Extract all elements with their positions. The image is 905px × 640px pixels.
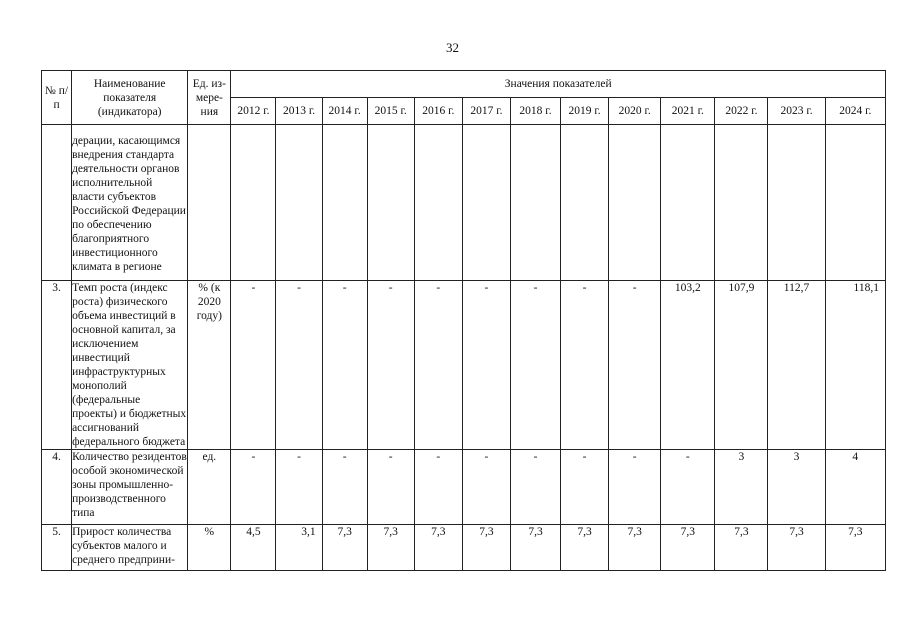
row-value: - (414, 281, 462, 450)
row-value (768, 125, 825, 281)
header-year: 2014 г. (322, 98, 367, 125)
header-year: 2020 г. (609, 98, 661, 125)
row-value: 112,7 (768, 281, 825, 450)
header-year: 2019 г. (561, 98, 609, 125)
row-unit (188, 125, 231, 281)
row-value: - (322, 281, 367, 450)
row-value: 4 (825, 450, 885, 525)
row-value (276, 125, 322, 281)
row-value (609, 125, 661, 281)
header-year: 2016 г. (414, 98, 462, 125)
row-num: 4. (42, 450, 72, 525)
row-value: 7,3 (414, 525, 462, 571)
header-values-group: Значения показателей (231, 71, 886, 98)
row-value: 4,5 (231, 525, 276, 571)
row-value: 107,9 (715, 281, 768, 450)
row-value: - (462, 281, 510, 450)
row-unit: % (к 2020 году) (188, 281, 231, 450)
row-value (462, 125, 510, 281)
row-value: 103,2 (661, 281, 715, 450)
header-year: 2022 г. (715, 98, 768, 125)
row-value: - (231, 450, 276, 525)
page-number: 32 (446, 40, 459, 55)
row-value: - (561, 450, 609, 525)
row-value: 7,3 (825, 525, 885, 571)
header-year: 2012 г. (231, 98, 276, 125)
row-value: 7,3 (510, 525, 560, 571)
header-year: 2013 г. (276, 98, 322, 125)
row-value: 3,1 (276, 525, 322, 571)
row-value (322, 125, 367, 281)
row-value (561, 125, 609, 281)
table-row (42, 525, 886, 571)
row-value: 3 (715, 450, 768, 525)
row-value: - (462, 450, 510, 525)
row-unit: ед. (188, 450, 231, 525)
row-value: - (276, 281, 322, 450)
row-value: 7,3 (609, 525, 661, 571)
row-value: 7,3 (661, 525, 715, 571)
row-value (231, 125, 276, 281)
row-name: Количество резидентов особой экономической зоны промышленно-производственного типа (72, 450, 188, 525)
row-value: 7,3 (367, 525, 414, 571)
table-header-row (42, 71, 886, 98)
row-num: 5. (42, 525, 72, 571)
header-num: № п/п (42, 71, 72, 125)
row-value: - (609, 450, 661, 525)
header-year: 2023 г. (768, 98, 825, 125)
header-name: Наименование показателя (индикатора) (72, 71, 188, 125)
row-value: - (510, 281, 560, 450)
row-value: - (414, 450, 462, 525)
row-num (42, 125, 72, 281)
table-row (42, 281, 886, 450)
row-value: - (510, 450, 560, 525)
row-value: 7,3 (561, 525, 609, 571)
row-num: 3. (42, 281, 72, 450)
row-value: 7,3 (322, 525, 367, 571)
row-value: - (231, 281, 276, 450)
row-name: Прирост количества субъектов малого и среднего предприни- (72, 525, 188, 571)
row-value (661, 125, 715, 281)
row-value: - (609, 281, 661, 450)
row-value: - (561, 281, 609, 450)
row-value (715, 125, 768, 281)
row-value: - (367, 450, 414, 525)
row-value (414, 125, 462, 281)
row-value: 7,3 (462, 525, 510, 571)
row-value: 7,3 (715, 525, 768, 571)
row-unit: % (188, 525, 231, 571)
header-unit: Ед. из-мере-ния (188, 71, 231, 125)
header-year: 2018 г. (510, 98, 560, 125)
row-value: 3 (768, 450, 825, 525)
row-name: дерации, касающимся внедрения стандарта деятельности органов исполнительной власти субъектов Российской Федерации по обеспечению благоприятного инвестиционного климата в регионе (72, 125, 188, 281)
header-year: 2024 г. (825, 98, 885, 125)
table-row (42, 125, 886, 281)
row-value (367, 125, 414, 281)
row-value (825, 125, 885, 281)
table-row (42, 450, 886, 525)
indicators-table (41, 70, 886, 571)
row-value: 118,1 (825, 281, 885, 450)
row-value: - (661, 450, 715, 525)
row-value: - (276, 450, 322, 525)
row-value: - (322, 450, 367, 525)
row-name: Темп роста (индекс роста) физического объема инвестиций в основной капитал, за исключением инвестиций инфраструктурных монополий (федеральные проекты) и бюджетных ассигнований федерального бюджета (72, 282, 187, 448)
header-year: 2015 г. (367, 98, 414, 125)
header-year: 2017 г. (462, 98, 510, 125)
row-value: 7,3 (768, 525, 825, 571)
header-year: 2021 г. (661, 98, 715, 125)
row-value: - (367, 281, 414, 450)
row-value (510, 125, 560, 281)
